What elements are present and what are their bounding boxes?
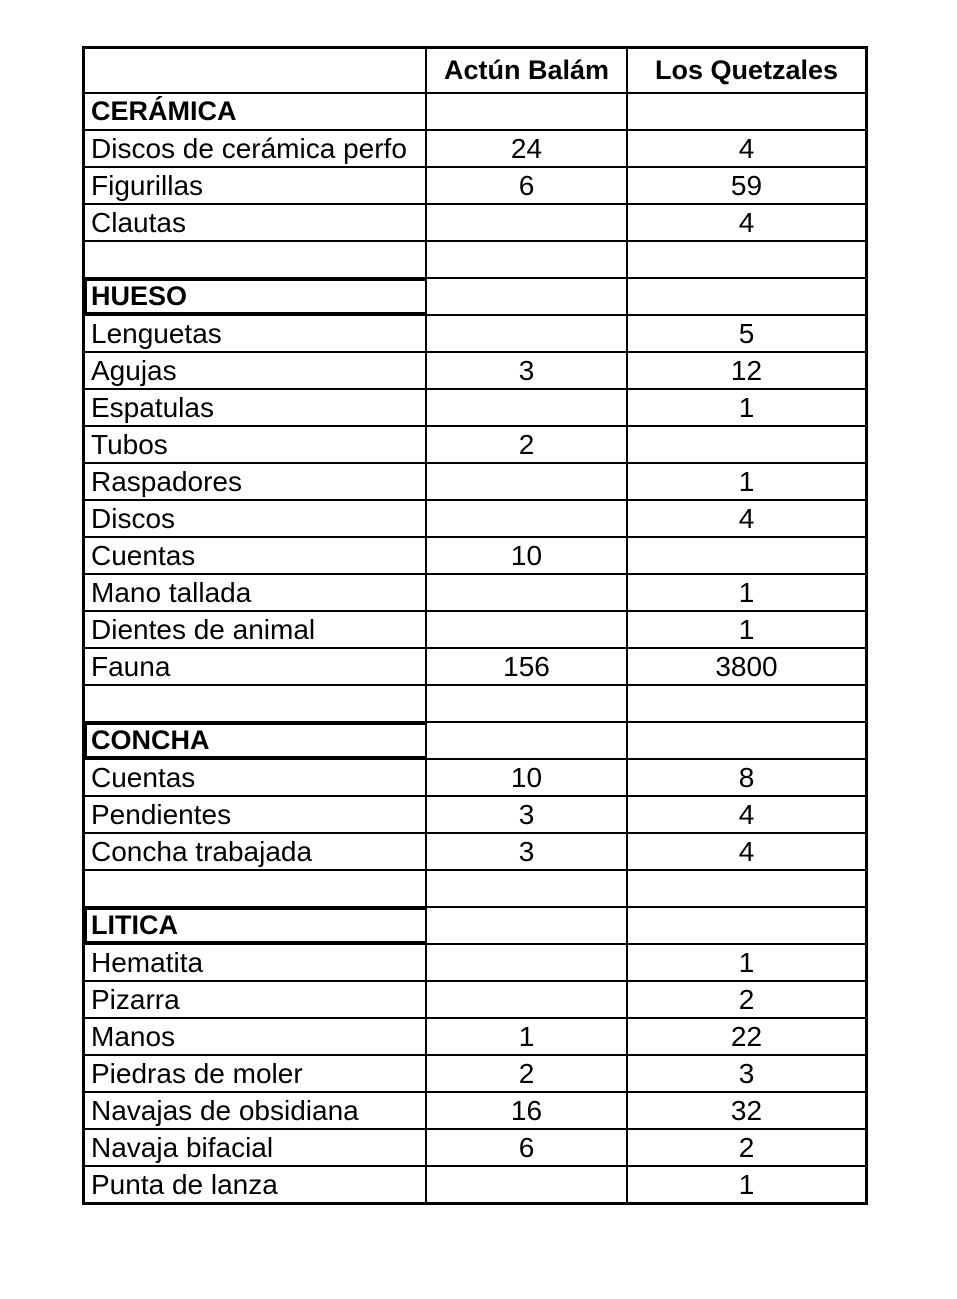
los-quetzales-count — [628, 94, 865, 129]
section-row — [85, 92, 865, 129]
item-label: Agujas — [85, 353, 427, 388]
table-row — [85, 425, 865, 462]
item-label: Pendientes — [85, 797, 427, 832]
item-label: Figurillas — [85, 168, 427, 203]
item-label: Clautas — [85, 205, 427, 240]
los-quetzales-count: 4 — [738, 502, 755, 534]
actun-balam-count — [427, 94, 628, 129]
los-quetzales-count: 1 — [738, 576, 755, 608]
table-row — [85, 129, 865, 166]
table-row — [85, 166, 865, 203]
item-label: Piedras de moler — [85, 1056, 427, 1091]
actun-balam-count: 10 — [427, 760, 628, 795]
actun-balam-count: 3 — [427, 797, 628, 832]
los-quetzales-count: 22 — [730, 1020, 763, 1052]
table-row — [85, 1091, 865, 1128]
item-label: Cuentas — [85, 760, 427, 795]
los-quetzales-count — [628, 686, 865, 721]
los-quetzales-count: 3800 — [715, 650, 778, 682]
table-row — [85, 499, 865, 536]
section-label: CERÁMICA — [85, 94, 427, 129]
item-label: Concha trabajada — [85, 834, 427, 869]
los-quetzales-count: 1 — [738, 391, 755, 423]
actun-balam-count — [427, 1167, 628, 1202]
los-quetzales-count: 2 — [738, 1131, 755, 1163]
section-label: HUESO — [85, 279, 427, 314]
actun-balam-count — [427, 575, 628, 610]
los-quetzales-count: 3 — [738, 1057, 755, 1089]
item-label: Manos — [85, 1019, 427, 1054]
item-label: Tubos — [85, 427, 427, 462]
table-row — [85, 314, 865, 351]
item-label: Lenguetas — [85, 316, 427, 351]
item-label: Pizarra — [85, 982, 427, 1017]
actun-balam-count: 24 — [427, 131, 628, 166]
item-label — [85, 686, 427, 721]
table-row — [85, 1017, 865, 1054]
item-label: Raspadores — [85, 464, 427, 499]
los-quetzales-count — [628, 538, 865, 573]
item-label: Navaja bifacial — [85, 1130, 427, 1165]
los-quetzales-count: 4 — [738, 835, 755, 867]
actun-balam-count: 2 — [427, 1056, 628, 1091]
actun-balam-count — [427, 945, 628, 980]
los-quetzales-count: 1 — [738, 946, 755, 978]
actun-balam-count — [427, 501, 628, 536]
section-row — [85, 277, 865, 314]
actun-balam-count: 10 — [427, 538, 628, 573]
table-row — [85, 943, 865, 980]
section-row — [85, 721, 865, 758]
table-body — [85, 92, 865, 1202]
actun-balam-count — [427, 612, 628, 647]
table-row — [85, 758, 865, 795]
table-row — [85, 1128, 865, 1165]
table-row — [85, 351, 865, 388]
blank-row — [85, 240, 865, 277]
section-label: CONCHA — [85, 723, 427, 758]
item-label: Hematita — [85, 945, 427, 980]
los-quetzales-count: 1 — [738, 465, 755, 497]
actun-balam-count — [427, 390, 628, 425]
los-quetzales-count: 8 — [738, 761, 755, 793]
table-row — [85, 832, 865, 869]
item-label: Discos — [85, 501, 427, 536]
actun-balam-count — [427, 205, 628, 240]
los-quetzales-count: 1 — [738, 1168, 755, 1200]
actun-balam-count — [427, 242, 628, 277]
artifact-table — [82, 46, 868, 1205]
los-quetzales-count: 59 — [730, 169, 763, 201]
header-item-cell — [85, 49, 427, 92]
los-quetzales-count: 2 — [738, 983, 755, 1015]
table-header-row — [85, 49, 865, 92]
los-quetzales-count: 32 — [730, 1094, 763, 1126]
los-quetzales-count: 4 — [738, 798, 755, 830]
actun-balam-count: 3 — [427, 834, 628, 869]
los-quetzales-count: 12 — [730, 354, 763, 386]
header-actun-balam: Actún Balám — [427, 49, 628, 92]
item-label: Espatulas — [85, 390, 427, 425]
table-row — [85, 536, 865, 573]
actun-balam-count — [427, 908, 628, 943]
table-row — [85, 795, 865, 832]
item-label: Punta de lanza — [85, 1167, 427, 1202]
los-quetzales-count — [628, 871, 865, 906]
actun-balam-count — [427, 464, 628, 499]
item-label: Fauna — [85, 649, 427, 684]
blank-row — [85, 869, 865, 906]
table-row — [85, 573, 865, 610]
item-label: Dientes de animal — [85, 612, 427, 647]
los-quetzales-count — [628, 279, 865, 314]
los-quetzales-count — [628, 908, 865, 943]
actun-balam-count — [427, 871, 628, 906]
table-row — [85, 1054, 865, 1091]
section-row — [85, 906, 865, 943]
table-row — [85, 462, 865, 499]
table-row — [85, 388, 865, 425]
actun-balam-count: 6 — [427, 1130, 628, 1165]
los-quetzales-count: 4 — [738, 206, 755, 238]
los-quetzales-count: 5 — [738, 317, 755, 349]
table-row — [85, 980, 865, 1017]
item-label — [85, 242, 427, 277]
header-los-quetzales: Los Quetzales — [654, 55, 839, 85]
actun-balam-count: 3 — [427, 353, 628, 388]
los-quetzales-count: 1 — [738, 613, 755, 645]
actun-balam-count: 1 — [427, 1019, 628, 1054]
blank-row — [85, 684, 865, 721]
table-row — [85, 647, 865, 684]
item-label: Discos de cerámica perfo — [85, 131, 427, 166]
actun-balam-count: 2 — [427, 427, 628, 462]
los-quetzales-count — [628, 723, 865, 758]
table-row — [85, 203, 865, 240]
los-quetzales-count: 4 — [738, 132, 755, 164]
item-label: Mano tallada — [85, 575, 427, 610]
item-label: Cuentas — [85, 538, 427, 573]
actun-balam-count: 156 — [427, 649, 628, 684]
item-label: Navajas de obsidiana — [85, 1093, 427, 1128]
los-quetzales-count — [628, 427, 865, 462]
actun-balam-count — [427, 686, 628, 721]
actun-balam-count: 16 — [427, 1093, 628, 1128]
table-row — [85, 610, 865, 647]
actun-balam-count — [427, 723, 628, 758]
actun-balam-count — [427, 279, 628, 314]
actun-balam-count — [427, 316, 628, 351]
actun-balam-count — [427, 982, 628, 1017]
table-row — [85, 1165, 865, 1202]
actun-balam-count: 6 — [427, 168, 628, 203]
section-label: LITICA — [85, 908, 427, 943]
los-quetzales-count — [628, 242, 865, 277]
item-label — [85, 871, 427, 906]
